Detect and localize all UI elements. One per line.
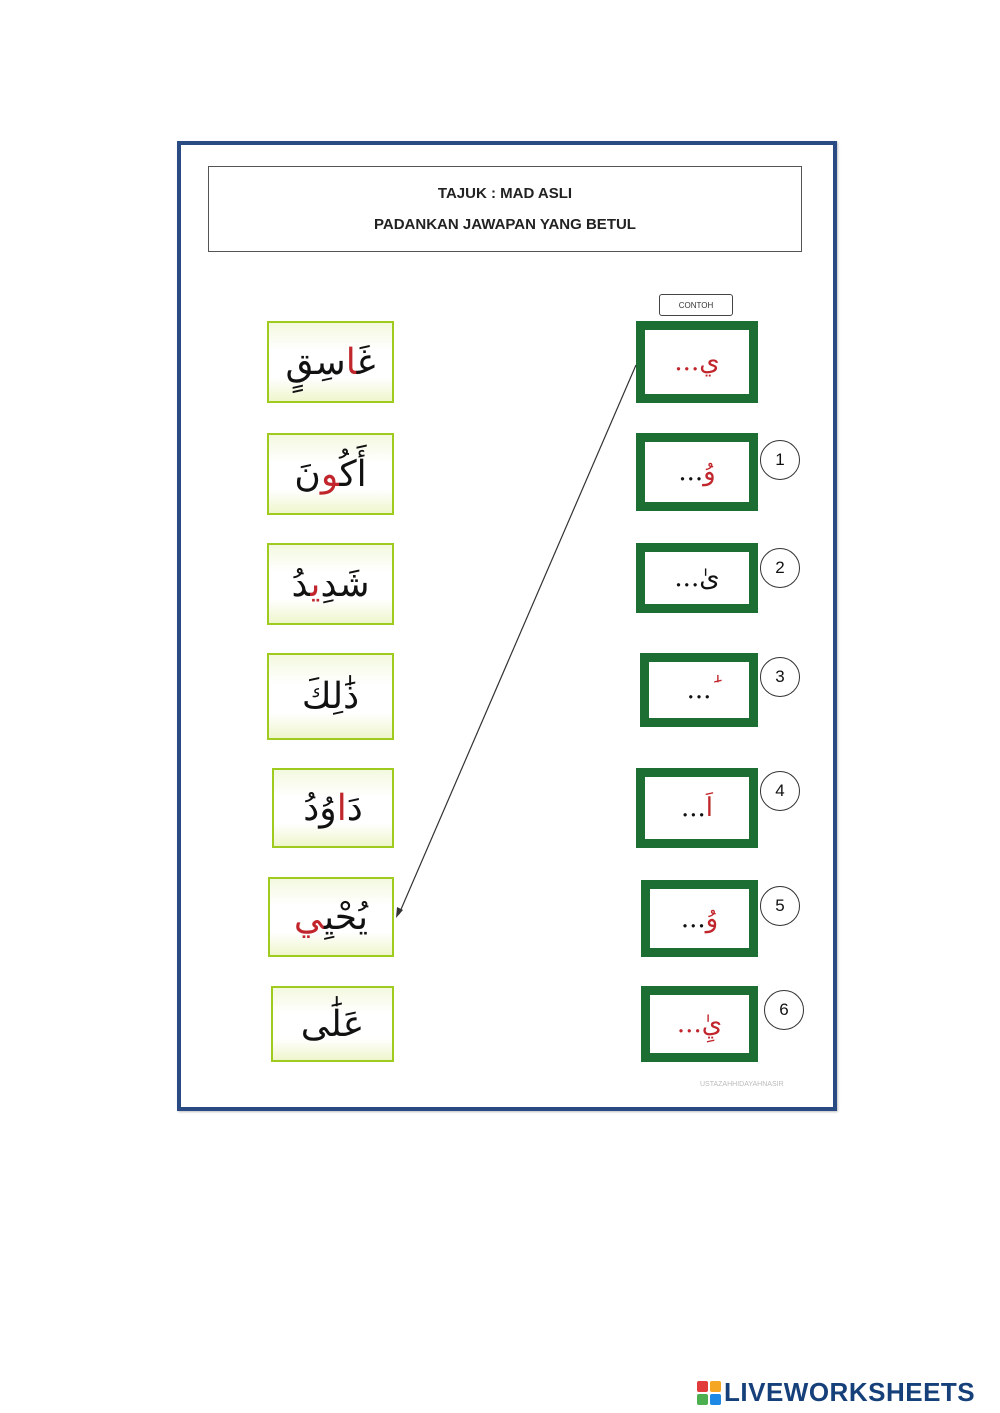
example-label: CONTOH — [659, 294, 733, 316]
answer-text: ا... — [680, 793, 714, 823]
word-text: عَلَى — [300, 1003, 365, 1045]
answer-number-2: 2 — [760, 548, 800, 588]
title-instruction: PADANKAN JAWAPAN YANG BETUL — [374, 216, 636, 233]
answer-text: ى... — [674, 563, 720, 593]
answer-number-3: 3 — [760, 657, 800, 697]
answer-text: يٰ... — [676, 1009, 723, 1039]
logo-square-red — [697, 1381, 708, 1392]
author-credit: USTAZAHHIDAYAHNASIR — [700, 1081, 784, 1088]
answer-text: ي... — [674, 347, 720, 377]
word-text: أَكُونَ — [294, 453, 367, 495]
answer-text: و... — [678, 457, 716, 487]
answer-text: ... — [686, 675, 712, 705]
logo-square-green — [697, 1394, 708, 1405]
answer-number-4: 4 — [760, 771, 800, 811]
word-text: يُحْيِي — [293, 896, 369, 938]
word-text: دَاوُدُ — [303, 787, 363, 829]
word-text: غَاسِقٍ — [285, 341, 376, 383]
answer-number-1: 1 — [760, 440, 800, 480]
liveworksheets-logo[interactable] — [697, 1377, 975, 1408]
liveworksheets-brand-text: LIVEWORKSHEETS — [724, 1377, 976, 1407]
answer-number-5: 5 — [760, 886, 800, 926]
liveworksheets-logo-icon — [697, 1381, 721, 1405]
word-text: شَدِيدُ — [291, 563, 370, 605]
word-text: ذَلِكَ — [301, 676, 360, 717]
logo-square-blue — [710, 1394, 721, 1405]
answer-text: و... — [680, 903, 719, 934]
title-topic: TAJUK : MAD ASLI — [437, 185, 573, 202]
logo-square-orange — [710, 1381, 721, 1392]
answer-number-6: 6 — [764, 990, 804, 1030]
